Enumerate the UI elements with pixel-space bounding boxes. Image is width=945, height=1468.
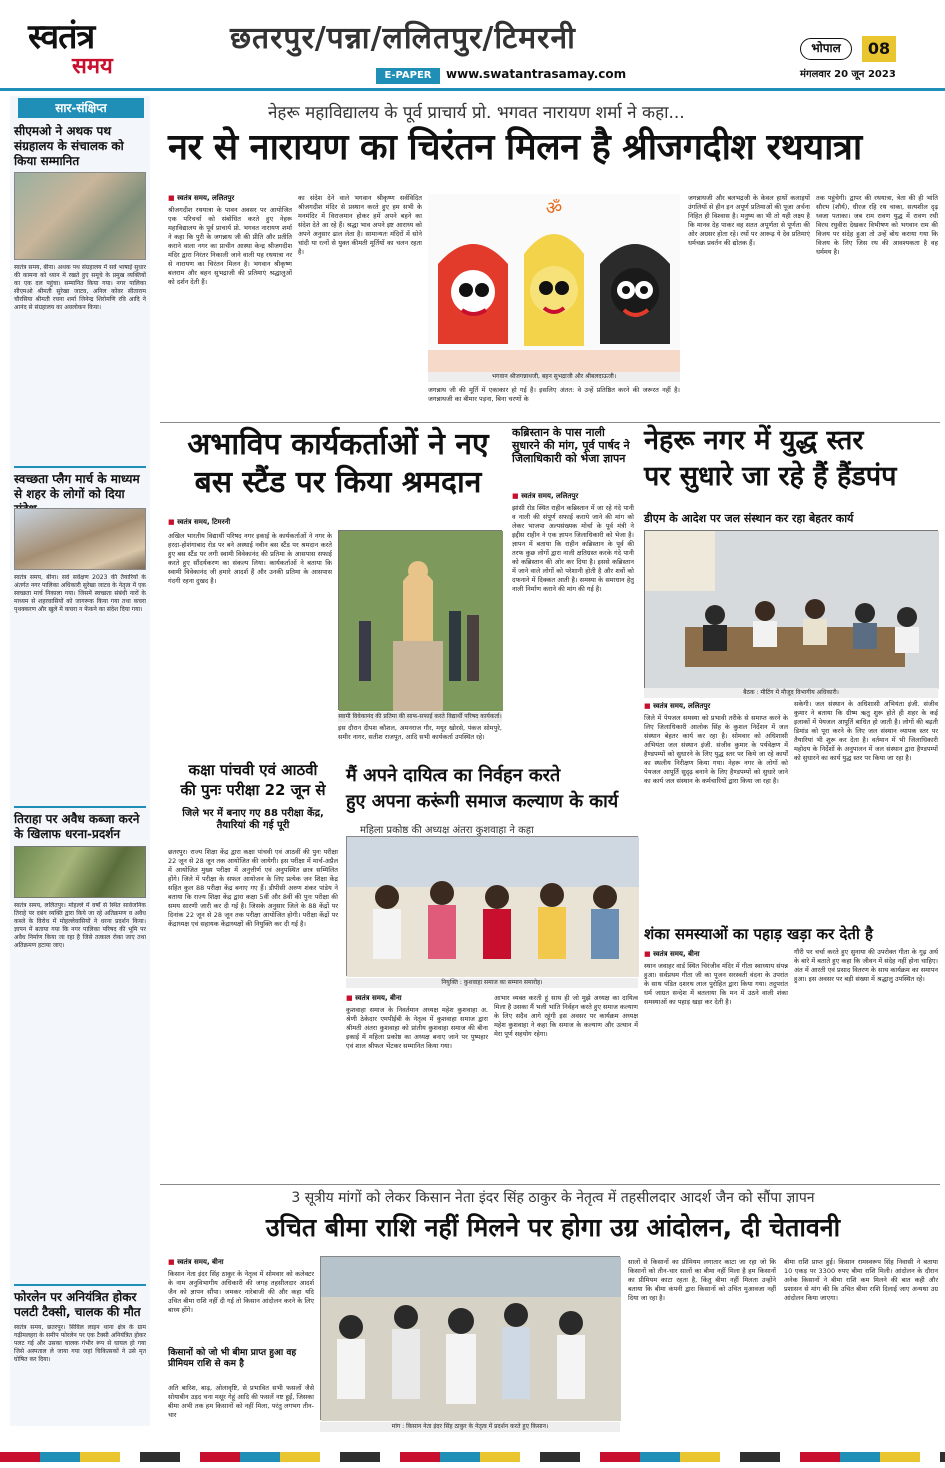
- abvp-photo-caption: स्वामी विवेकानंद की प्रतिमा की साफ-सफाई करते विद्यार्थी परिषद कार्यकर्ता।: [338, 713, 502, 720]
- story8-col3: बीमा राशि प्राप्त हुई। किसान रामस्वरूप सिंह निवासी ने बताया 10 एकड़ पर 3300 रुपए बीमा राशि मिली। आंदोलन के दौरान अनेक किसानों ने बीमा राशि कम मिलने की बात कही और प्रशासन से मांग की कि उचित बीमा राशि दिलाई जाए अन्यथा उग्र आंदोलन किया जाएगा।: [784, 1258, 938, 1302]
- section-divider: [160, 422, 940, 423]
- story8-col1: किसान नेता इंदर सिंह ठाकुर के नेतृत्व में सोमवार को कलेक्टर के नाम अनुविभागीय अधिकारी की जगह तहसीलदार आदर्श जैन को ज्ञापन सौंपा। जमकर नारेबाजी की और कहा यदि उचित बीमा राशि नहीं दी गई तो किसान आंदोलन करने के लिए बाध्य होंगे।: [168, 1270, 314, 1314]
- kushwaha-photo: [346, 836, 638, 976]
- kisan-photo-caption: मांग : किसान नेता इंदर सिंह ठाकुर के नेतृत्व में प्रदर्शन करते हुए किसान।: [320, 1422, 620, 1432]
- sidebar-story-1-body: स्वतंत्र समय, बीना। अथक पथ संग्रहालय में सर्व भाषाई सुधार की कामना को ध्यान में रखते हुए समूचे के प्रमुख व्यक्तियों का एक दल पहुंचा। सम्मानित किया गया। नगर पालिका सीएमओ श्रीमती सुरेखा जाटव, अनिल कोवर सीताराम चौरसिया श्रीमती रचना शर्मा जिनेन्द्र शिरोमणि रवि आदि ने आनंद से संग्रहालय का अवलोकन किया।: [14, 264, 146, 311]
- footer-color-strip: [0, 1452, 945, 1462]
- sidebar-story-2-headline[interactable]: स्वच्छता प्लैग मार्च के माध्यम से शहर के लोगों को दिया: [14, 472, 140, 501]
- story1-byline: ■ स्वतंत्र समय, ललितपुर: [168, 194, 234, 203]
- story2-headline-1[interactable]: अभाविप कार्यकर्ताओं ने नए: [187, 427, 489, 462]
- logo-line1: स्वतंत्र: [28, 17, 95, 57]
- story8-kicker: 3 सूत्रीय मांगों को लेकर किसान नेता इंदर सिंह ठाकुर के नेतृत्व में तहसीलदार आदर्श जैन को सौंपा ज्ञापन: [291, 1190, 815, 1206]
- issue-date: मंगलवार 20 जून 2023: [800, 69, 896, 80]
- page-number: 08: [862, 36, 896, 62]
- story4-headline-2[interactable]: पर सुधारे जा रहे हैं हैंडपंप: [644, 461, 897, 492]
- story4-col1: जिले में पेयजल समस्या को प्रभावी तरीके से समाप्त करने के लिए जिलाधिकारी आलोक सिंह के कुशल निर्देशन में जल संस्थान बेहतर कार्य कर रहा है। सोमवार को अधिशासी अभियंता जल संस्थान इंजी. संजीव कुमार के पर्यवेक्षण में हैण्डपम्पों को सुधारने के लिए युद्ध स्तर पर किये जा रहे कार्यों का स्थलीय निरीक्षण किया गया। नेहरू नगर के लोगों को पेयजल आपूर्ति सुदृढ़ बनाने के लिए हैण्डपम्पों को सुधारे जाने का कार्य जल संस्थान के कर्मचारियों द्वारा किया जा रहा है।: [644, 714, 788, 785]
- section-divider: [160, 1184, 940, 1185]
- story8-col1b: अति बारिश, बाढ़, ओलावृष्टि, से प्रभावित सभी फसलों जैसे सोयाबीन उड़द चना मसूर गेहूं आदि की फसलें नष्ट हुईं, जिसका बीमा अभी तक हम किसानों को नहीं मिला, परंतु लगभग तीन-चार: [168, 1384, 314, 1419]
- jagannath-illustration: [428, 194, 680, 382]
- story5-headline-1[interactable]: कक्षा पांचवी एवं आठवी: [188, 761, 318, 779]
- protest-illustration: [321, 1257, 621, 1421]
- meeting-photo-caption: बैठक : मीटिंग में मौजूद विभागीय अधिकारी।: [644, 688, 938, 698]
- story1-kicker: नेहरू महाविद्यालय के पूर्व प्राचार्य प्रो. भगवत नारायण शर्मा ने कहा...: [268, 103, 685, 123]
- story7-headline[interactable]: शंका समस्याओं का पहाड़ खड़ा कर देती है: [644, 925, 874, 943]
- statue-illustration: [339, 531, 503, 711]
- edition-title: छतरपुर/पन्ना/ललितपुर/टिमरनी: [230, 21, 576, 56]
- story5-subhead: जिले भर में बनाए गए 88 परीक्षा केंद्र, तैयारियां की गई पूरी: [182, 808, 324, 831]
- sidebar-story-4-body: स्वतंत्र समय, छतरपुर। सिविल लाइन थाना क्षेत्र के ग्राम गढ़ीमलहरा के समीप फोरलेन पर एक टैक्सी अनियंत्रित होकर पलट गई और उसका चालक गंभीर रूप से घायल हो गया जिसे अस्पताल ले जाया गया जहां चिकित्सकों ने उसे मृत घोषित कर दिया।: [14, 1324, 146, 1363]
- story7-col1: स्थान जवाहर वार्ड स्थित चिरंजीव मंदिर में गीता स्वाध्याय संपन्न हुआ। सर्वप्रथम गीता जी का पूजन सरस्वती वंदना के उपरांत के साथ पंडित दशरथ लाल पुरोहित द्वारा किया गया। तदुपरांत धर्म जाग्रत सन्देश में बतलाया कि मन में उठने वाली शंका समस्याओं का पहाड़ खड़ा कर देती है।: [644, 962, 788, 1006]
- story6-subhead: महिला प्रकोष्ठ की अध्यक्ष अंतरा कुशवाहा ने कहा: [360, 825, 534, 836]
- story4-byline: ■ स्वतंत्र समय, ललितपुर: [644, 702, 710, 711]
- story8-headline[interactable]: उचित बीमा राशि नहीं मिलने पर होगा उग्र आंदोलन, दी चेतावनी: [265, 1213, 841, 1242]
- sidebar-story-1-headline[interactable]: सीएमओ ने अथक पथ संग्रहालय के संचालक को किया सम्मानित: [14, 124, 124, 168]
- story8-subhead: किसानों को जो भी बीमा प्राप्त हुआ वह प्रीमियम राशि से कम है: [168, 1348, 297, 1369]
- meeting-illustration: [645, 531, 939, 689]
- subhadra-figure: [524, 234, 584, 346]
- story6-col1: कुशवाहा समाज के निवर्तमान अध्यक्ष महेश कुशवाहा अ. श्रेणी ठेकेदार एमपीईबी के नेतृत्व में कुशवाहा समाज द्वारा श्रीमती अंतरा कुशवाहा को प्रांतीय कुशवाहा समाज की बीना इकाई में महिला प्रकोष्ठ का अध्यक्ष बनाए जाने पर पुष्पहार एवं शाल श्रीफल भेंटकर सम्मानित किया गया।: [346, 1006, 488, 1050]
- story1-col5: तक पहुंचेगी। द्वापर की रथयात्रा, त्रेता की ही भांति सौरभ (शौर्य), धीरज रहि रथ चाका, सत्यशील दृढ़ ध्वजा पताका। जब राम रावण युद्ध में रावण रथी विरथ रघुवीरा देखकर विभीषण को भगवान राम की विजय पर संदेह हुआ तो उन्हें बोध कराया गया कि विजय के लिए जिस रथ की आवश्यकता है वह धर्ममय है।: [816, 194, 938, 256]
- jagannath-image-caption: भगवान श्रीजगन्नाथजी, बहन सुभद्राजी और श्रीबलदाऊजी।: [428, 372, 680, 382]
- story7-byline: ■ स्वतंत्र समय, बीना: [644, 950, 700, 959]
- story1-headline[interactable]: नर से नारायण का चिरंतन मिलन है श्रीजगदीश रथयात्रा: [168, 127, 862, 168]
- story3-headline[interactable]: कब्रिस्तान के पास नाली सुधारने की मांग, पूर्व पार्षद ने जिलाधिकारी को भेजा ज्ञापन: [512, 426, 630, 466]
- story6-col2: आभार व्यक्त करती हूं साथ ही जो मुझे अध्यक्ष का दायित्व मिला है उसका मैं भली भांति निर्वहन करते हुए समाज कल्याण के लिए सदैव आगे रहूंगी इस अवसर पर कार्यक्रम अध्यक्ष महेश कुशवाहा ने कहा कि समाज के कल्याण और उत्थान में मेरा पूर्ण सहयोग रहेगा।: [494, 994, 638, 1038]
- story3-byline: ■ स्वतंत्र समय, ललितपुर: [512, 492, 578, 501]
- story6-byline: ■ स्वतंत्र समय, बीना: [346, 994, 402, 1003]
- story6-headline-2[interactable]: हुए अपना करूंगी समाज कल्याण के कार्य: [346, 791, 619, 812]
- epaper-badge: E-PAPER: [376, 68, 440, 84]
- jagannath-figure: [600, 244, 670, 344]
- story4-col2: सकेगी। जल संस्थान के अधिशासी अभियंता इंजी. संजीव कुमार ने बताया कि ग्रीष्म ऋतु शुरू होते ही शहर के कई इलाकों में पेयजल आपूर्ति बाधित हो जाती है। लोगों की बढ़ती डिमांड को पूरा करने के लिए जल संस्थान व्यापक स्तर पर तैयारियां भी शुरू कर देता है। वर्तमान में भी जिलाधिकारी महोदय के निर्देशों के अनुपालन में जल संस्थान द्वारा हैण्डपम्पों को सुधारने का कार्य युद्ध स्तर पर किया जा रहा है।: [794, 700, 938, 762]
- sidebar-story-4-headline[interactable]: फोरलेन पर अनियंत्रित होकर पलटी टैक्सी, चालक की मौत: [14, 1290, 141, 1319]
- sidebar-story-3-headline[interactable]: तिराहा पर अवैध कब्जा करने के खिलाफ धरना-प्रदर्शन: [14, 812, 140, 841]
- story4-headline-1[interactable]: नेहरू नगर में युद्ध स्तर: [644, 425, 864, 456]
- balabhadra-figure: [438, 244, 508, 344]
- story2-body: अखिल भारतीय विद्यार्थी परिषद नगर इकाई के कार्यकर्ताओं ने नगर के हरदा-होशंगाबाद रोड पर बने अस्थाई नवीन बस स्टैंड पर श्रमदान करते हुए बस स्टैंड पर लगी स्वामी विवेकानंद की प्रतिमा के आसपास सफाई करते हुए सौंदर्यकरण का संकल्प लिया। कार्यकर्ताओं ने बताया कि स्वामी विवेकानंद जी हमारे आदर्श हैं और उनकी प्रतिमा के आसपास गंदगी रहना दुखद है।: [168, 532, 332, 585]
- sidebar-story-2-body: स्वतंत्र समय, बीना। सर्व सर्वेक्षण 2023 की तैयारियों के अंतर्गत नगर पालिका अधिकारी सुरेखा जाटव के नेतृत्व में एक स्वच्छता मार्च निकाला गया। जिसमें स्वच्छता संबंधी नारों के माध्यम से शहरवासियों को जागरूक किया गया तथा कचरा पृथक्करण और खुले में कचरा न फेंकने का संदेश दिया गया।: [14, 574, 146, 613]
- meeting-photo: [644, 530, 938, 688]
- story2-byline: ■ स्वतंत्र समय, टिमरनी: [168, 518, 230, 527]
- sidebar-story-3-photo: [14, 846, 146, 898]
- sidebar-divider: [14, 806, 146, 808]
- city-badge: भोपाल: [800, 38, 852, 60]
- masthead: [0, 0, 945, 92]
- story2-body-2: इस दौरान दीपश कौशल, अमनराज गौर, मयूर खोरसे, पंकज सोमपुरे, समीर नागर, सतीश राजपूत, आदि सभी कार्यकर्ता उपस्थित रहे।: [338, 724, 502, 741]
- story7-col2: गौरी पर चर्चा करते हुए सुनाया की उपरोक्त गीता के गूढ़ अर्थ के बारे में बताते हुए कहा कि जीवन में संदेह नहीं होना चाहिए। अंत में आरती एवं प्रसाद वितरण के साथ कार्यक्रम का समापन हुआ। इस अवसर पर बड़ी संख्या में श्रद्धालु उपस्थित रहे।: [794, 948, 938, 983]
- kisan-photo: [320, 1256, 620, 1420]
- newspaper-logo[interactable]: [28, 18, 153, 78]
- story5-headline-2[interactable]: की पुनः परीक्षा 22 जून से: [180, 781, 326, 799]
- story1-col2: का संदेश देने वाले भगवान श्रीकृष्ण सर्वविदित श्रीजगदीश मंदिर से प्रस्थान करते हुए हम सभी के मनमंदिर में विराजमान होकर हमें अपने बहने का संदेश देते आ रहे हैं। श्रद्धा भाव अपने इष्ट आराध्य को अपने अनुसार ढाल लेता है। सामान्यतः मंदिरों में सोने चांदी या रत्नों से युक्त कीमती मूर्तियों का चलन रहता है।: [298, 194, 422, 256]
- story5-body: छतरपुर। राज्य शिक्षा केंद्र द्वारा कक्षा पांचवी एवं आठवीं की पुनः परीक्षा 22 जून से 28 जून तक आयोजित की जायेगी। इस परीक्षा में मार्च-अप्रैल में आयोजित मुख्य परीक्षा में अनुत्तीर्ण एवं अनुपस्थित छात्र सम्मिलित होंगे। जिले में परीक्षा के सफल आयोजन के लिए प्रत्येक जन शिक्षा केंद्र सहित कुल 88 परीक्षा केंद्र बनाए गए हैं। डीपीसी अरुण शंकर पांडेय ने बताया कि राज्य शिक्षा केंद्र द्वारा कक्षा 5वीं और 8वीं की पुनः परीक्षा की समय सारणी जारी कर दी गई है। जिसके अनुसार जिले के 88 केंद्रों पर दिनांक 22 जून से 28 जून तक परीक्षा आयोजित होगी। परीक्षा केंद्रों पर केंद्राध्यक्ष एवं सहायक केंद्राध्यक्षों की नियुक्ति कर दी गई है।: [168, 848, 338, 928]
- story8-byline: ■ स्वतंत्र समय, बीना: [168, 1258, 224, 1267]
- sidebar-label: सार-संक्षिप्त: [18, 98, 144, 118]
- website-link[interactable]: www.swatantrasamay.com: [446, 67, 627, 81]
- kushwaha-photo-caption: नियुक्ति : कुशवाहा समाज का सम्मान समारोह।: [346, 978, 638, 988]
- story1-col3: जगन्नाथ जी की मूर्ति में एकाकार हो गई है। इसलिए अंतत: वे उन्हें प्रतिष्ठित करने की जरूरत नहीं है। जगन्नाथजी का बीमार पड़ना, बिना चरणों के: [428, 386, 680, 403]
- story2-headline-2[interactable]: बस स्टैंड पर किया श्रमदान: [194, 465, 482, 500]
- sidebar-story-1-photo: [14, 172, 146, 260]
- sidebar-story-3-body: स्वतंत्र समय, ललितपुर। मोहल्ले में वर्षों से स्थित सार्वजनिक तिराहे पर दबंग व्यक्ति द्वारा किये जा रहे अतिक्रमण व अवैध कब्जे के विरोध में मोहल्लेवासियों ने धरना प्रदर्शन किया। ज्ञापन में बताया गया कि नगर पालिका परिषद की भूमि पर अवैध निर्माण किया जा रहा है जिसे तत्काल रोका जाए तथा अतिक्रमण हटाया जाए।: [14, 902, 146, 949]
- masthead-rule: [0, 88, 945, 91]
- story8-col2: सालों से किसानों का प्रीमियम लगातार काटा जा रहा जो कि किसानों को तीन-चार सालों का बीमा नहीं मिला है हम किसानों का प्रीमियम काटा रहता है, किंतु बीमा नहीं मिलता उन्होंने बताया कि बीमा कंपनी द्वारा किसानों को उचित मुआवजा नहीं दिया जा रहा है।: [628, 1258, 776, 1302]
- story1-col1: श्रीजगदीश रथयात्रा के पावन अवसर पर आयोजित एक परिचर्चा को संबोधित करते हुए नेहरू महाविद्यालय के पूर्व प्राचार्य प्रो. भगवत नारायण शर्मा ने कहा कि पुरी के जगन्नाथ जी की प्रीति और प्रतीति कराने वाला नगर का प्राचीन आस्था केन्द्र श्रीजगदीश मंदिर द्वारा निरंतर निकाली जाने वाली यह रथयात्रा नर से नारायण का चिरंतन मिलन है। भगवान श्रीकृष्ण बलराम और बहन सुभद्राजी की प्रतिमाएं श्रद्धालुओं को दर्शन देती हैं।: [168, 206, 292, 286]
- sidebar-divider: [14, 466, 146, 468]
- jagannath-image: [428, 194, 680, 382]
- abvp-photo: [338, 530, 502, 710]
- story1-col4: जगन्नाथजी और बलभद्रजी के केवल हाथों कलाइयों उंगलियों से हीन इन अपूर्ण प्रतिमाओं की पूजा अर्चना निहित ही विश्वास है। मनुष्य का भी तो यही लक्ष्य है कि मानव देह पाकर वह सतत अपूर्णता से पूर्णता की ओर अग्रसर होता रहे। रथों पर आरूढ़ ये देव प्रतिमाएं धर्मचक्र प्रवर्तन की द्योतक हैं।: [688, 194, 810, 247]
- logo-line2: समय: [72, 54, 113, 79]
- svg-text:ॐ: ॐ: [545, 198, 563, 219]
- felicitation-illustration: [347, 837, 639, 977]
- story4-subhead: डीएम के आदेश पर जल संस्थान कर रहा बेहतर कार्य: [644, 512, 854, 525]
- sidebar-divider: [14, 1284, 146, 1286]
- sidebar-story-2-photo: [14, 508, 146, 570]
- story3-body: झांसी रोड स्थित राहीन कब्रिस्तान में जा रहे गंदे पानी व नाली की संपूर्ण सफाई कराये जाने की मांग को लेकर भाजपा अल्पसंख्यक मोर्चा के पूर्व मंत्री ने इद्दीस राहीन ने एक ज्ञापन जिलाधिकारी को भेजा है। ज्ञापन में बताया कि राहीन कब्रिस्तान के पूर्व की तरफ कुछ लोगों द्वारा नाली क्षतिग्रस्त करके गंदे पानी को कब्रिस्तान की ओर कर दिया है। इससे कब्रिस्तान में जाने वाले लोगों को परेशानी होती है और शवों को दफनाने में दिक्कत आती है। समस्या के समाधान हेतु नाली निर्माण कराने की मांग की गई है।: [512, 504, 634, 593]
- story6-headline-1[interactable]: मैं अपने दायित्व का निर्वहन करते: [346, 765, 561, 786]
